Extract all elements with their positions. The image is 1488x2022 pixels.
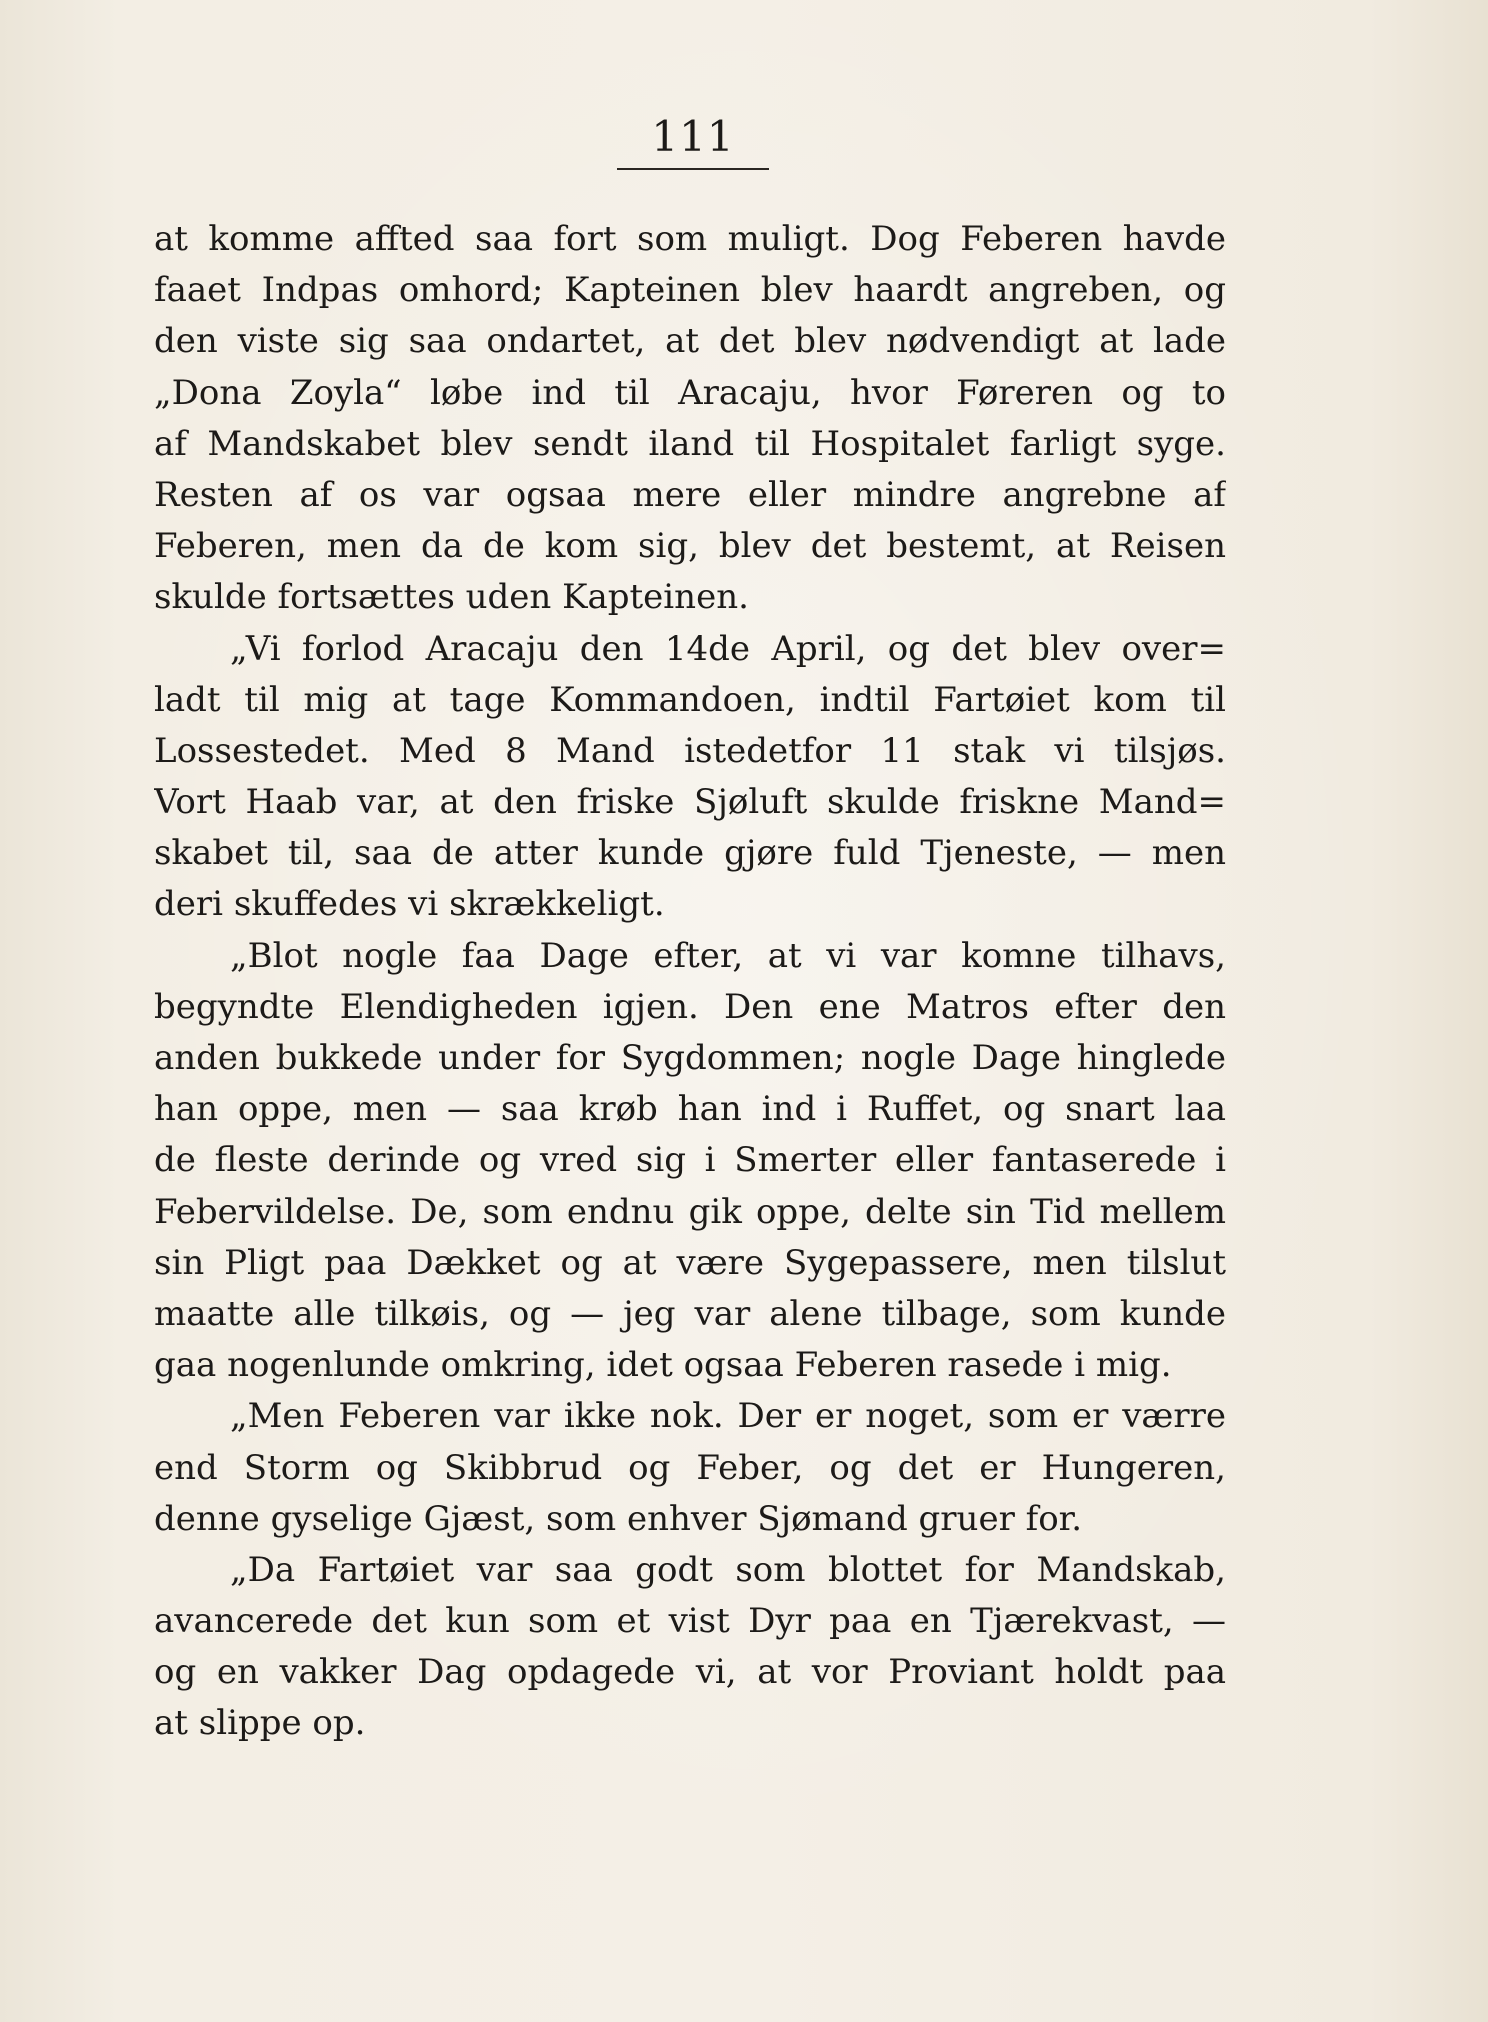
- text-line: Feberen, men da de kom sig, blev det bestemt, at Reisen: [154, 526, 1226, 567]
- text-line: begyndte Elendigheden igjen. Den ene Matros efter den: [154, 986, 1226, 1027]
- text-line: og en vakker Dag opdagede vi, at vor Proviant holdt paa: [154, 1652, 1226, 1693]
- text-line: de fleste derinde og vred sig i Smerter eller fantaserede i: [154, 1140, 1226, 1181]
- text-line: anden bukkede under for Sygdommen; nogle Dage hinglede: [154, 1038, 1226, 1078]
- text-line: skabet til, saa de atter kunde gjøre fuld Tjeneste, — men: [154, 833, 1226, 874]
- text-line: gaa nogenlunde omkring, idet ogsaa Feberen rasede i mig.: [154, 1345, 1172, 1386]
- text-line: maatte alle tilkøis, og — jeg var alene tilbage, som kunde: [154, 1293, 1226, 1334]
- text-line: at slippe op.: [154, 1703, 366, 1744]
- text-line: skulde fortsættes uden Kapteinen.: [154, 577, 749, 618]
- text-line: „Dona Zoyla“ løbe ind til Aracaju, hvor Føreren og to: [154, 372, 1226, 413]
- text-line: „Vi forlod Aracaju den 14de April, og det blev over=: [230, 628, 1226, 669]
- text-line: deri skuffedes vi skrækkeligt.: [154, 884, 665, 925]
- text-line: sin Pligt paa Dækket og at være Sygepassere, men tilslut: [154, 1242, 1226, 1283]
- text-line: Lossestedet. Med 8 Mand istedetfor 11 stak vi tilsjøs.: [154, 730, 1226, 771]
- text-line: „Men Feberen var ikke nok. Der er noget, som er værre: [230, 1396, 1226, 1437]
- text-line: avancerede det kun som et vist Dyr paa en Tjærekvast, —: [154, 1601, 1226, 1642]
- text-line: af Mandskabet blev sendt iland til Hospitalet farligt syge.: [154, 423, 1226, 464]
- text-line: ladt til mig at tage Kommandoen, indtil Fartøiet kom til: [154, 679, 1226, 720]
- text-line: end Storm og Skibbrud og Feber, og det er Hungeren,: [154, 1447, 1226, 1488]
- text-line: denne gyselige Gjæst, som enhver Sjømand gruer for.: [154, 1498, 1083, 1539]
- text-line: Resten af os var ogsaa mere eller mindre angrebne af: [154, 474, 1226, 515]
- body-text: [154, 214, 1226, 1750]
- text-line: Vort Haab var, at den friske Sjøluft skulde friskne Mand=: [154, 782, 1226, 823]
- text-line: faaet Indpas omhord; Kapteinen blev haardt angreben, og: [154, 270, 1226, 311]
- text-line: den viste sig saa ondartet, at det blev nødvendigt at lade: [154, 321, 1226, 362]
- text-line: „Da Fartøiet var saa godt som blottet for Mandskab,: [230, 1549, 1226, 1590]
- text-line: han oppe, men — saa krøb han ind i Ruffet, og snart laa: [154, 1089, 1226, 1130]
- text-line: „Blot nogle faa Dage efter, at vi var komne tilhavs,: [230, 935, 1226, 976]
- header-rule: [617, 168, 769, 170]
- text-line: Febervildelse. De, som endnu gik oppe, delte sin Tid mellem: [154, 1191, 1226, 1232]
- page-number: 111: [651, 112, 735, 161]
- text-line: at komme affted saa fort som muligt. Dog Feberen havde: [154, 219, 1226, 259]
